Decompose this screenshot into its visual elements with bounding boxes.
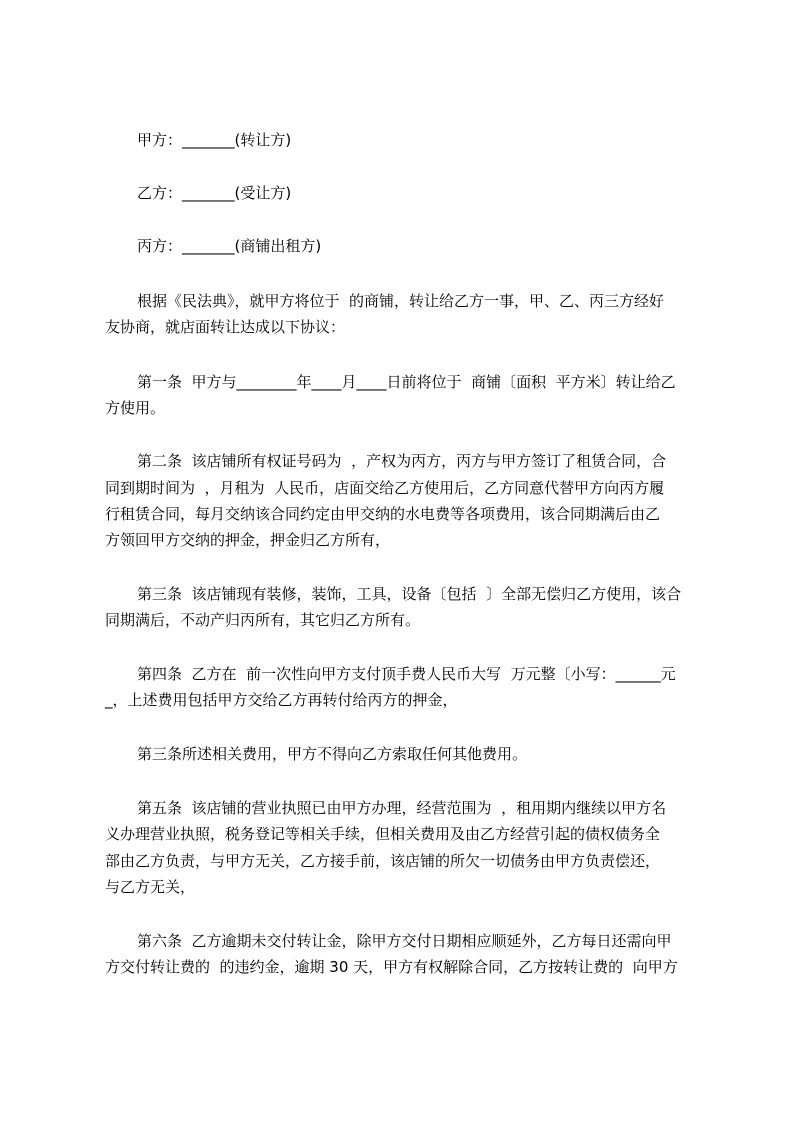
text-line: 第二条 该店铺所有权证号码为 ，产权为丙方，丙方与甲方签订了租赁合同，合 [137,452,667,470]
text-line: 义办理营业执照，税务登记等相关手续，但相关费用及由乙方经营引起的债权债务全 [105,825,661,843]
text-line: 同期满后，不动产归丙所有，其它归乙方所有。 [105,611,421,629]
text-line: 与乙方无关， [105,878,196,896]
party-c-line: 丙方：_______(商铺出租方) [137,237,322,255]
party-b-line: 乙方：_______(受让方) [137,184,292,202]
text-line: 第四条 乙方在 前一次性向甲方支付顶手费人民币大写 万元整〔小写：______元 [137,665,676,683]
text-line: 方交付转让费的 的违约金，逾期 30 天，甲方有权解除合同，乙方按转让费的 向甲方 [105,958,678,976]
text-line: 同到期时间为 ，月租为 人民币，店面交给乙方使用后，乙方同意代替甲方向丙方履 [105,479,665,497]
text-line: 行租赁合同，每月交纳该合同约定由甲交纳的水电费等各项费用，该合同期满后由乙 [105,505,661,523]
party-a-line: 甲方：_______(转让方) [137,131,292,149]
text-line: 第一条 甲方与________年____月____日前将位于 商铺〔面积 平方米〕转让给乙 [137,373,676,391]
text-line: 第五条 该店铺的营业执照已由甲方办理，经营范围为 ，租用期内继续以甲方名 [137,799,667,817]
text-line: 友协商，就店面转让达成以下协议： [105,318,346,336]
text-line: 方领回甲方交纳的押金，押金归乙方所有， [105,531,391,549]
text-line: 根据《民法典》，就甲方将位于 的商铺，转让给乙方一事，甲、乙、丙三方经好 [137,292,665,310]
article-3-reference-line: 第三条所述相关费用，甲方不得向乙方索取任何其他费用。 [137,745,528,763]
text-line: 第三条 该店铺现有装修，装饰，工具，设备〔包括 〕全部无偿归乙方使用，该合 [137,585,682,603]
text-line: _，上述费用包括甲方交给乙方再转付给丙方的押金， [105,691,458,709]
text-line: 方使用。 [105,399,166,417]
text-line: 第六条 乙方逾期未交付转让金，除甲方交付日期相应顺延外，乙方每日还需向甲 [137,932,672,950]
text-line: 部由乙方负责，与甲方无关，乙方接手前，该店铺的所欠一切债务由甲方负责偿还， [105,852,661,870]
